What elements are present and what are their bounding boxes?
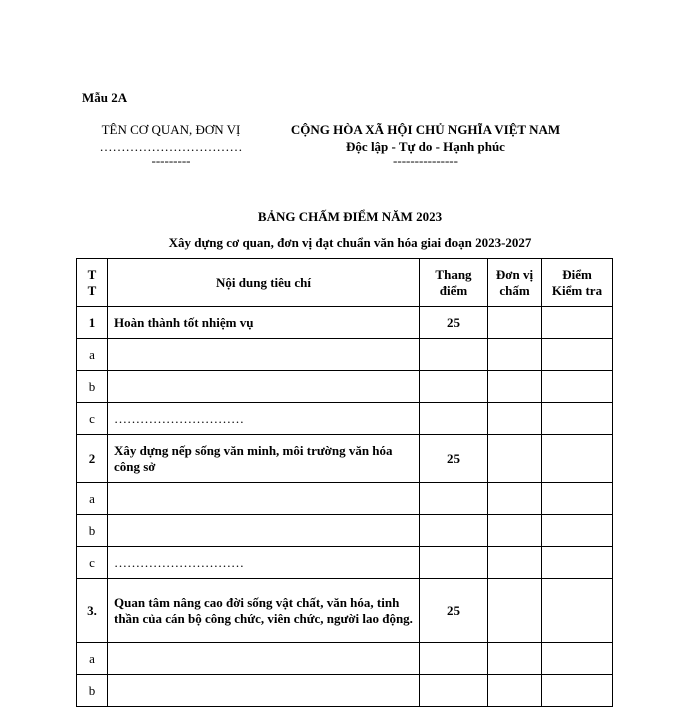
row-unit-score[interactable] (488, 371, 542, 403)
table-row (77, 371, 613, 403)
row-unit-score[interactable] (488, 579, 542, 643)
row-scale (420, 515, 488, 547)
row-scale: 25 (420, 435, 488, 483)
table-row (77, 547, 613, 579)
table-row (77, 339, 613, 371)
header-unit-score: Đơn vị chấm (488, 259, 542, 307)
row-content: Xây dựng nếp sống văn minh, môi trường văn hóa công sở (108, 435, 420, 483)
row-scale (420, 371, 488, 403)
row-unit-score[interactable] (488, 547, 542, 579)
table-row (77, 307, 613, 339)
row-content[interactable] (108, 515, 420, 547)
row-check-score[interactable] (542, 515, 613, 547)
row-scale (420, 675, 488, 707)
table-row (77, 515, 613, 547)
nation-motto: Độc lập - Tự do - Hạnh phúc (346, 139, 505, 154)
row-tt: c (77, 403, 108, 435)
row-content[interactable] (108, 483, 420, 515)
organization-name: TÊN CƠ QUAN, ĐƠN VỊ (101, 122, 241, 137)
organization-dash: --------- (151, 153, 191, 168)
organization-dots: …………………………… (99, 139, 243, 154)
row-scale: 25 (420, 579, 488, 643)
row-scale (420, 403, 488, 435)
table-row (77, 675, 613, 707)
row-check-score[interactable] (542, 371, 613, 403)
row-unit-score[interactable] (488, 483, 542, 515)
table-header-row (77, 259, 613, 307)
table-row (77, 483, 613, 515)
row-content: Hoàn thành tốt nhiệm vụ (108, 307, 420, 339)
document-subtitle: Xây dựng cơ quan, đơn vị đạt chuẩn văn hóa giai đoạn 2023-2027 (168, 235, 532, 250)
header-scale: Thang điểm (420, 259, 488, 307)
row-scale (420, 339, 488, 371)
row-unit-score[interactable] (488, 307, 542, 339)
row-check-score[interactable] (542, 675, 613, 707)
row-tt: 1 (77, 307, 108, 339)
row-tt: b (77, 515, 108, 547)
row-check-score[interactable] (542, 403, 613, 435)
row-check-score[interactable] (542, 339, 613, 371)
table-row (77, 403, 613, 435)
row-tt: a (77, 483, 108, 515)
row-tt: b (77, 675, 108, 707)
row-scale (420, 483, 488, 515)
row-tt: 3. (77, 579, 108, 643)
row-check-score[interactable] (542, 547, 613, 579)
row-scale (420, 547, 488, 579)
row-tt: c (77, 547, 108, 579)
row-content[interactable] (108, 371, 420, 403)
form-code: Mẫu 2A (82, 90, 128, 105)
header-tt: T T (77, 259, 108, 307)
document-title: BẢNG CHẤM ĐIỂM NĂM 2023 (257, 209, 443, 224)
row-unit-score[interactable] (488, 675, 542, 707)
row-tt: 2 (77, 435, 108, 483)
row-unit-score[interactable] (488, 643, 542, 675)
table-row (77, 579, 613, 643)
row-content[interactable] (108, 675, 420, 707)
scoring-table (76, 258, 613, 707)
row-scale: 25 (420, 307, 488, 339)
row-tt: a (77, 339, 108, 371)
table-row (77, 643, 613, 675)
row-content: Quan tâm nâng cao đời sống vật chất, văn hóa, tinh thần của cán bộ công chức, viên chức, người lao động. (108, 579, 420, 643)
row-unit-score[interactable] (488, 515, 542, 547)
row-check-score[interactable] (542, 483, 613, 515)
row-tt: a (77, 643, 108, 675)
nation-name: CỘNG HÒA XÃ HỘI CHỦ NGHĨA VIỆT NAM (290, 122, 561, 137)
row-content[interactable]: ………………………… (108, 547, 420, 579)
row-tt: b (77, 371, 108, 403)
row-content[interactable] (108, 643, 420, 675)
row-content[interactable]: ………………………… (108, 403, 420, 435)
row-scale (420, 643, 488, 675)
row-check-score[interactable] (542, 643, 613, 675)
row-check-score[interactable] (542, 435, 613, 483)
header-content: Nội dung tiêu chí (108, 259, 420, 307)
nation-dash: --------------- (393, 153, 458, 168)
national-heading (278, 121, 573, 167)
row-unit-score[interactable] (488, 403, 542, 435)
row-content[interactable] (108, 339, 420, 371)
header-check-score: Điểm Kiểm tra (542, 259, 613, 307)
row-check-score[interactable] (542, 307, 613, 339)
table-row (77, 435, 613, 483)
organization-block (85, 121, 257, 167)
row-unit-score[interactable] (488, 435, 542, 483)
row-unit-score[interactable] (488, 339, 542, 371)
row-check-score[interactable] (542, 579, 613, 643)
